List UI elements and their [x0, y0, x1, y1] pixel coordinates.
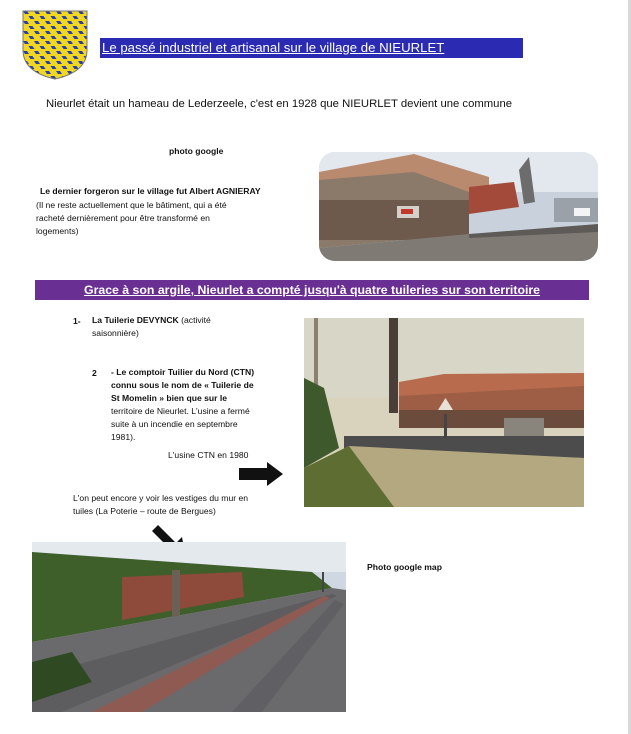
- forge-note: [36, 199, 276, 238]
- item-2-line: St Momelin » bien que sur le: [111, 393, 228, 403]
- item-1-name: La Tuilerie DEVYNCK: [92, 315, 179, 325]
- page-title: Le passé industriel et artisanal sur le village de NIEURLET: [100, 38, 523, 58]
- coat-of-arms-icon: [22, 10, 88, 80]
- item-1-detail-line: saisonnière): [92, 328, 139, 338]
- item-1-number: 1-: [73, 316, 81, 326]
- vestiges-text: [73, 492, 313, 518]
- item-2-line: - Le comptoir Tuilier du Nord (CTN): [111, 367, 255, 377]
- forge-street-photo: [319, 152, 598, 261]
- item-2-number: 2: [92, 368, 97, 378]
- item-2-line: territoire de Nieurlet. L'usine a fermé: [111, 406, 250, 416]
- item-2-line: 1981).: [111, 432, 136, 442]
- item-1-text: [92, 314, 242, 340]
- item-2-text: [111, 366, 291, 444]
- forge-note-line: logements): [36, 226, 79, 236]
- poterie-road-photo: [32, 542, 346, 712]
- forge-note-line: racheté dernièrement pour être transformé en: [36, 213, 210, 223]
- item-2-line: suite à un incendie en septembre: [111, 419, 238, 429]
- usine-caption: L'usine CTN en 1980: [168, 450, 249, 460]
- vestiges-line: L'on peut encore y voir les vestiges du mur en: [73, 493, 249, 503]
- ctn-factory-photo: [304, 318, 584, 507]
- forge-photo-caption: photo google: [169, 146, 224, 156]
- item-2-line: connu sous le nom de « Tuilerie de: [111, 380, 254, 390]
- vestiges-line: tuiles (La Poterie – route de Bergues): [73, 506, 216, 516]
- arrow-right-icon: [239, 462, 283, 486]
- map-caption: Photo google map: [367, 562, 442, 572]
- item-1-detail: (activité: [181, 315, 211, 325]
- intro-text: Nieurlet était un hameau de Lederzeele, c'est en 1928 que NIEURLET devient une commune: [46, 98, 513, 110]
- forge-note-line: (Il ne reste actuellement que le bâtiment, qui a été: [36, 200, 227, 210]
- forge-heading: Le dernier forgeron sur le village fut Albert AGNIERAY: [40, 186, 261, 196]
- tuileries-banner: Grace à son argile, Nieurlet a compté jusqu'à quatre tuileries sur son territoire: [35, 280, 589, 300]
